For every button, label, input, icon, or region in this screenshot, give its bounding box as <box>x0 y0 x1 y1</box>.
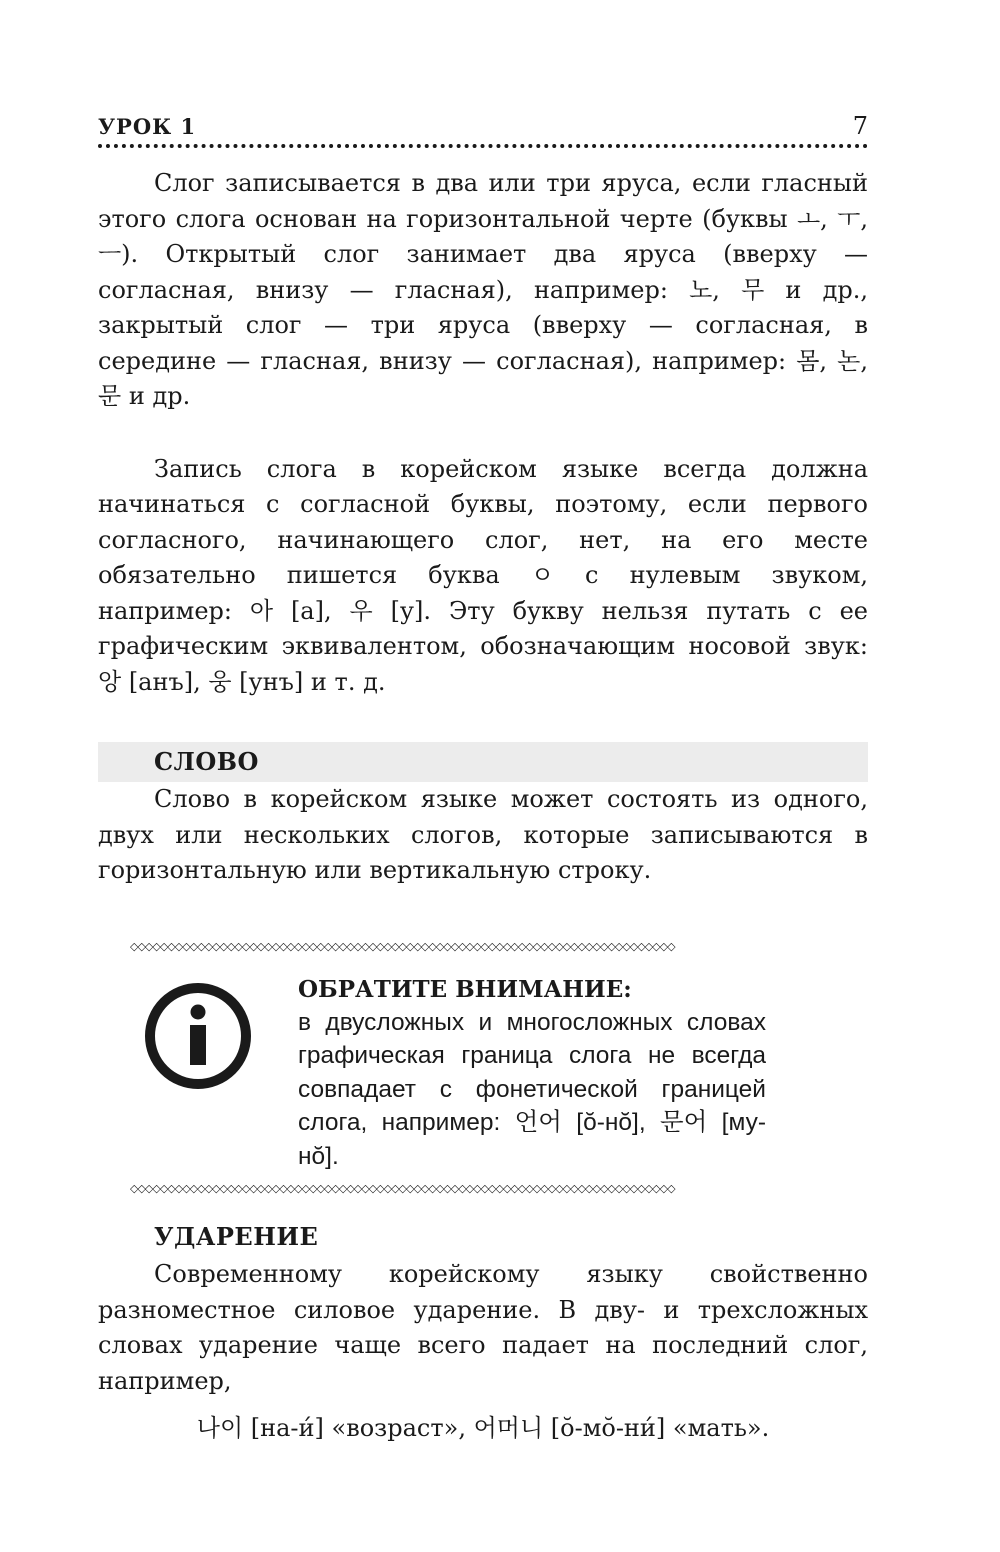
section-heading-word: СЛОВО <box>98 742 868 782</box>
stress-example-line: 나이 [на-и́] «возраст», 어머니 [ŏ-мŏ-ни́] «мать». <box>196 1414 770 1442</box>
callout-text: в двусложных и многосложных словах графическая граница слога не всегда совпадает с фонетической границей слога, например: 언어 [ŏ-нŏ], 문어 [му-нŏ]. <box>298 1008 766 1170</box>
running-header <box>98 112 868 144</box>
page-number: 7 <box>852 112 868 140</box>
header-dotted-divider <box>98 144 868 148</box>
paragraph-stress: Современному корейскому языку свойственно разноместное силовое ударение. В дву- и трехсложных словах ударение чаще всего падает на последний слог, например, <box>98 1260 868 1395</box>
info-icon <box>143 981 253 1091</box>
callout-title: ОБРАТИТЕ ВНИМАНИЕ: <box>298 975 632 1003</box>
attention-callout <box>98 973 868 1174</box>
paragraph-syllable-tiers: Слог записывается в два или три яруса, если гласный этого слога основан на горизонтальной черте (буквы ㅗ, ㅜ, ㅡ). Открытый слог занимает два яруса (вверху — согласная, внизу — гласная), например: 노, 무 и др., закрытый слог — три яруса (вверху — согласная, в середине — гласная, внизу — согласная), например: 몸, 논, 문 и др. <box>98 169 868 410</box>
paragraph-initial-consonant: Запись слога в корейском языке всегда должна начинаться с согласной буквы, поэтому, если первого согласного, начинающего слог, нет, на его месте обязательно пишется буква ㅇ с нулевым звуком, например: 아 [а], 우 [у]. Эту букву нельзя путать с ее графическим эквивалентом, обозначающим носовой звук: 앙 [анъ], 웅 [унъ] и т. д. <box>98 454 868 696</box>
paragraph-word: Слово в корейском языке может состоять из одного, двух или нескольких слогов, которые записываются в горизонтальную или вертикальную строку. <box>98 785 868 884</box>
callout-bottom-divider: ◇◇◇◇◇◇◇◇◇◇◇◇◇◇◇◇◇◇◇◇◇◇◇◇◇◇◇◇◇◇◇◇◇◇◇◇◇◇◇◇◇◇◇◇◇◇◇◇◇◇◇◇◇◇◇◇◇◇◇◇◇◇◇◇◇◇◇◇◇◇◇◇◇ <box>130 1183 675 1195</box>
lesson-label: УРОК 1 <box>98 114 197 139</box>
section-heading-stress: УДАРЕНИЕ <box>154 1222 319 1251</box>
page <box>98 112 868 1446</box>
callout-top-divider: ◇◇◇◇◇◇◇◇◇◇◇◇◇◇◇◇◇◇◇◇◇◇◇◇◇◇◇◇◇◇◇◇◇◇◇◇◇◇◇◇◇◇◇◇◇◇◇◇◇◇◇◇◇◇◇◇◇◇◇◇◇◇◇◇◇◇◇◇◇◇◇◇◇ <box>130 940 675 953</box>
